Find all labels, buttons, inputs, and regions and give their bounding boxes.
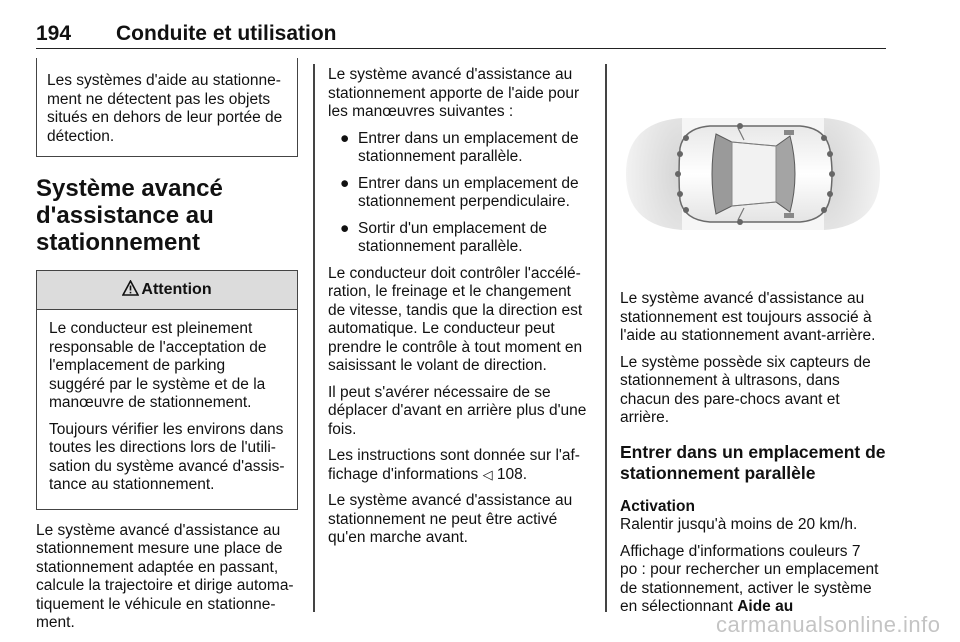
page-reference-link[interactable]: 108. <box>496 465 528 483</box>
text-line: l'aide au stationnement avant-arrière. <box>620 327 876 344</box>
text-line: de stationnement, activer le système <box>620 579 872 597</box>
text-line: saisissant le volant de direction. <box>328 357 547 374</box>
text-line: Il peut s'avérer nécessaire de se <box>328 383 551 401</box>
note-line: détection. <box>47 127 115 145</box>
section-heading-line: stationnement <box>36 229 201 256</box>
note-box <box>36 58 298 157</box>
warning-triangle-icon <box>122 280 139 301</box>
page-reference-arrow-icon: ◁ <box>482 466 493 482</box>
text-line: de vitesse, tandis que la direction est <box>328 301 583 319</box>
text-line: stationnement perpendiculaire. <box>358 193 570 210</box>
intro-paragraph <box>328 66 592 122</box>
list-item <box>328 130 592 167</box>
text-line: Sortir d'un emplacement de <box>358 219 548 237</box>
note-line: Les systèmes d'aide au stationne- <box>47 72 281 89</box>
bullet-dot-icon: ● <box>340 129 350 147</box>
body-paragraph <box>328 447 592 484</box>
body-paragraph <box>328 492 592 548</box>
text-line: stationnement ne peut être activé <box>328 510 558 528</box>
warning-title: Attention <box>141 280 212 298</box>
watermark: carmanualsonline.info <box>716 612 941 637</box>
text-line: tiquement le véhicule en stationne- <box>36 595 276 613</box>
text-line: ration, le freinage et le changement <box>328 283 571 300</box>
text-line: Entrer dans un emplacement de <box>358 174 579 192</box>
warning-body <box>37 310 297 509</box>
text-line: stationnement parallèle. <box>358 238 523 255</box>
text-line: Le système avancé d'assistance au <box>620 290 865 307</box>
list-item <box>328 220 592 257</box>
text-line: calcule la trajectoire et dirige automa- <box>36 577 294 594</box>
text-line: l'emplacement de parking <box>49 357 226 374</box>
warning-header <box>37 271 297 310</box>
bullet-dot-icon: ● <box>340 219 350 237</box>
subsection-heading-line: stationnement parallèle <box>620 462 816 483</box>
text-line: Le système avancé d'assistance au <box>328 66 573 83</box>
text-line: arrière. <box>620 409 670 426</box>
page-header <box>36 22 886 49</box>
warning-paragraph-1 <box>49 320 285 413</box>
text-line: les manœuvres suivantes : <box>328 103 514 120</box>
minor-heading: Activation <box>620 497 695 515</box>
text-line: Toujours vérifier les environs dans <box>49 420 284 438</box>
text-line: po : pour rechercher un emplacement <box>620 561 879 578</box>
body-paragraph: Ralentir jusqu'à moins de 20 km/h. <box>620 516 858 533</box>
page-number: 194 <box>36 22 72 45</box>
list-item <box>328 175 592 212</box>
text-line: stationnement adaptée en passant, <box>36 558 279 576</box>
text-line: toutes les directions lors de l'utili- <box>49 439 276 456</box>
body-paragraph <box>620 354 890 428</box>
text-line: suggéré par le système et de la <box>49 375 266 393</box>
body-paragraph <box>620 543 890 617</box>
car-parking-sensors-diagram-icon <box>620 62 886 278</box>
text-line: déplacer d'avant en arrière plus d'une <box>328 402 587 419</box>
menu-option-label: Aide au <box>737 598 794 615</box>
section-heading-line: Système avancé <box>36 175 223 202</box>
warning-box <box>36 270 298 510</box>
text-line: en sélectionnant <box>620 598 733 615</box>
text-line: Les instructions sont donnée sur l'af- <box>328 447 580 464</box>
text-line: stationnement est toujours associé à <box>620 308 872 326</box>
text-line: stationnement mesure une place de <box>36 540 283 557</box>
note-line: situés en dehors de leur portée de <box>47 109 283 126</box>
column-3 <box>620 290 890 625</box>
body-paragraph <box>328 384 592 440</box>
text-line: fois. <box>328 420 357 438</box>
text-line: Le conducteur est pleinement <box>49 320 253 337</box>
column-divider-1 <box>313 64 315 612</box>
text-line: ment. <box>36 614 75 631</box>
section-heading <box>36 175 298 256</box>
bullet-dot-icon: ● <box>340 174 350 192</box>
text-line: sation du système avancé d'assis- <box>49 457 285 475</box>
text-line: Le système possède six capteurs de <box>620 353 871 371</box>
bullet-list <box>328 130 592 257</box>
body-paragraph <box>36 522 298 633</box>
text-line: qu'en marche avant. <box>328 529 468 546</box>
text-line: responsable de l'acceptation de <box>49 338 267 356</box>
text-line: Entrer dans un emplacement de <box>358 129 579 147</box>
text-line: manœuvre de stationnement. <box>49 394 252 411</box>
column-2 <box>328 66 592 556</box>
text-line: Le système avancé d'assistance au <box>36 521 281 539</box>
subsection-heading <box>620 442 890 484</box>
text-line: fichage d'informations <box>328 465 479 483</box>
column-divider-2 <box>605 64 607 612</box>
text-line: Le conducteur doit contrôler l'accélé- <box>328 264 581 282</box>
subsection-heading-line: Entrer dans un emplacement de <box>620 441 886 462</box>
text-line: tance au stationnement. <box>49 476 215 493</box>
text-line: Le système avancé d'assistance au <box>328 492 573 509</box>
text-line: stationnement à ultrasons, dans <box>620 372 840 389</box>
column-1 <box>36 58 298 641</box>
text-line: automatique. Le conducteur peut <box>328 320 555 337</box>
body-paragraph <box>328 265 592 376</box>
text-line: chacun des pare-chocs avant et <box>620 390 840 408</box>
note-line: ment ne détectent pas les objets <box>47 90 271 108</box>
text-line: stationnement parallèle. <box>358 148 523 165</box>
text-line: stationnement apporte de l'aide pour <box>328 84 580 102</box>
text-line: prendre le contrôle à tout moment en <box>328 338 583 356</box>
text-line: Affichage d'informations couleurs 7 <box>620 542 861 560</box>
body-paragraph <box>620 290 890 346</box>
page-title: Conduite et utilisation <box>116 22 337 45</box>
section-heading-line: d'assistance au <box>36 202 214 229</box>
warning-paragraph-2 <box>49 421 285 495</box>
